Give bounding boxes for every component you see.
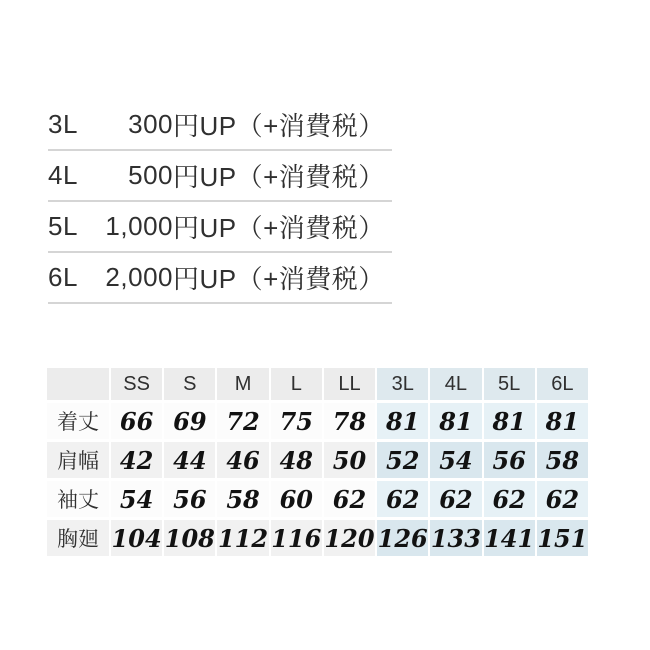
surcharge-size-label: 3L — [48, 109, 78, 139]
surcharge-size-label: 5L — [48, 211, 78, 241]
size-value-cell: 60 — [271, 481, 322, 517]
table-row — [47, 520, 588, 556]
size-value-cell: 141 — [484, 520, 535, 556]
size-value-cell: 66 — [111, 403, 162, 439]
size-value-cell: 81 — [484, 403, 535, 439]
surcharge-row — [48, 253, 392, 304]
table-row — [47, 442, 588, 478]
surcharge-size-label: 4L — [48, 160, 78, 190]
column-header-ss: SS — [111, 368, 162, 400]
size-value-cell: 50 — [324, 442, 375, 478]
size-value-cell: 56 — [164, 481, 215, 517]
size-value-cell: 52 — [377, 442, 428, 478]
column-header-m: M — [217, 368, 268, 400]
surcharge-row — [48, 100, 392, 151]
row-label: 胸廻 — [47, 520, 109, 556]
table-row — [47, 481, 588, 517]
surcharge-row — [48, 202, 392, 253]
column-header-5l: 5L — [484, 368, 535, 400]
size-value-cell: 62 — [430, 481, 481, 517]
size-value-cell: 133 — [430, 520, 481, 556]
size-value-cell: 116 — [271, 520, 322, 556]
size-value-cell: 112 — [217, 520, 268, 556]
size-value-cell: 62 — [377, 481, 428, 517]
column-header-l: L — [271, 368, 322, 400]
column-header-3l: 3L — [377, 368, 428, 400]
size-value-cell: 81 — [430, 403, 481, 439]
size-spec-table — [45, 365, 590, 559]
row-label: 肩幅 — [47, 442, 109, 478]
size-value-cell: 120 — [324, 520, 375, 556]
row-label: 着丈 — [47, 403, 109, 439]
surcharge-amount: 1,000 — [105, 211, 173, 241]
size-value-cell: 44 — [164, 442, 215, 478]
size-value-cell: 126 — [377, 520, 428, 556]
size-value-cell: 151 — [537, 520, 588, 556]
surcharge-row — [48, 151, 392, 202]
surcharge-amount: 500 — [128, 160, 173, 190]
size-value-cell: 54 — [430, 442, 481, 478]
size-value-cell: 72 — [217, 403, 268, 439]
header-row — [47, 368, 588, 400]
size-value-cell: 46 — [217, 442, 268, 478]
size-value-cell: 108 — [164, 520, 215, 556]
size-value-cell: 48 — [271, 442, 322, 478]
size-value-cell: 58 — [537, 442, 588, 478]
surcharge-amount: 300 — [128, 109, 173, 139]
size-value-cell: 58 — [217, 481, 268, 517]
column-header-4l: 4L — [430, 368, 481, 400]
size-value-cell: 104 — [111, 520, 162, 556]
size-surcharge-list — [48, 100, 392, 304]
size-value-cell: 81 — [377, 403, 428, 439]
size-value-cell: 56 — [484, 442, 535, 478]
surcharge-suffix: 円UP（+消費税） — [173, 213, 385, 243]
table-row — [47, 403, 588, 439]
surcharge-suffix: 円UP（+消費税） — [173, 111, 385, 141]
column-header-s: S — [164, 368, 215, 400]
column-header-ll: LL — [324, 368, 375, 400]
surcharge-amount: 2,000 — [105, 262, 173, 292]
size-value-cell: 62 — [484, 481, 535, 517]
size-value-cell: 62 — [537, 481, 588, 517]
size-value-cell: 62 — [324, 481, 375, 517]
corner-cell — [47, 368, 109, 400]
column-header-6l: 6L — [537, 368, 588, 400]
size-value-cell: 42 — [111, 442, 162, 478]
surcharge-suffix: 円UP（+消費税） — [173, 162, 385, 192]
row-label: 袖丈 — [47, 481, 109, 517]
size-spec-table-section — [45, 365, 590, 559]
size-value-cell: 54 — [111, 481, 162, 517]
size-value-cell: 69 — [164, 403, 215, 439]
surcharge-size-label: 6L — [48, 262, 78, 292]
size-value-cell: 81 — [537, 403, 588, 439]
size-value-cell: 75 — [271, 403, 322, 439]
size-value-cell: 78 — [324, 403, 375, 439]
surcharge-suffix: 円UP（+消費税） — [173, 264, 385, 294]
